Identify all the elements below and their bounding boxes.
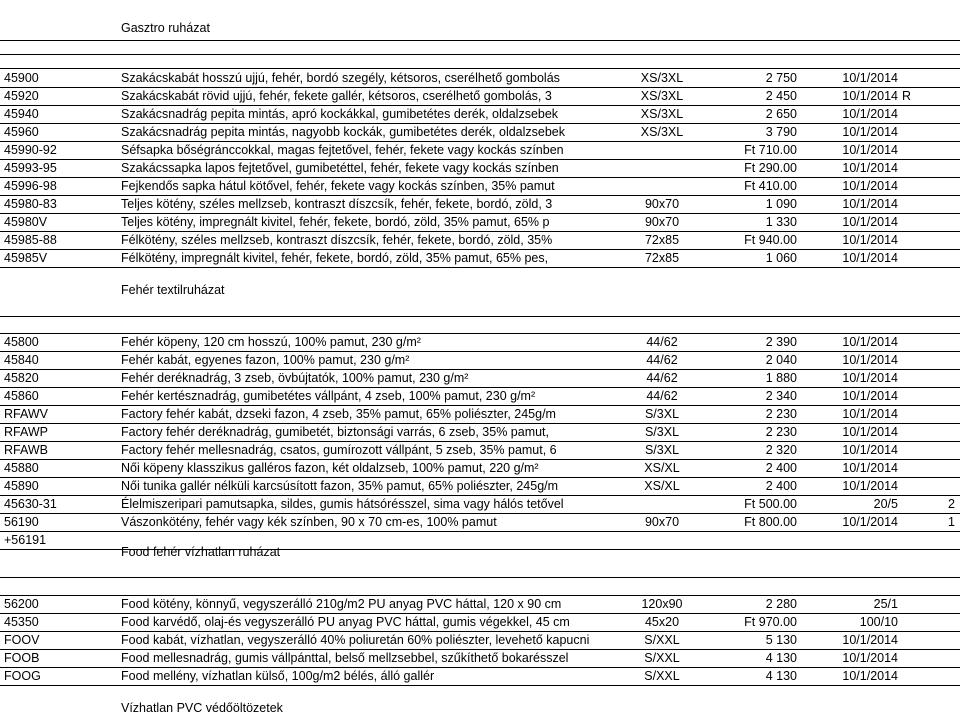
cell-description: Szakácsnadrág pepita mintás, apró kockákkal, gumibetétes derék, oldalzsebek	[121, 107, 559, 121]
cell-size: 72x85	[644, 251, 680, 265]
cell-price: Ft 800.00	[744, 515, 797, 529]
cell-price: 2 390	[765, 335, 797, 349]
table-row	[0, 250, 960, 268]
cell-code: 45940	[4, 107, 39, 121]
cell-extra	[902, 614, 960, 631]
table-row	[0, 424, 960, 442]
cell-price: 3 790	[765, 125, 797, 139]
table-row	[0, 106, 960, 124]
cell-price: Ft 710.00	[744, 143, 797, 157]
cell-extra: 1	[948, 515, 955, 529]
cell-price: 1 060	[765, 251, 797, 265]
cell-date: 10/1/2014	[842, 371, 898, 385]
cell-date: 10/1/2014	[842, 425, 898, 439]
cell-price: 1 090	[765, 197, 797, 211]
cell-size: XS/3XL	[640, 125, 684, 139]
cell-code: RFAWP	[4, 425, 48, 439]
table-row	[0, 142, 960, 160]
cell-description: Teljes kötény, impregnált kivitel, fehér, fekete, bordó, zöld, 35% pamut, 65% p	[121, 215, 550, 229]
cell-date	[800, 532, 898, 549]
cell-size: S/3XL	[644, 425, 680, 439]
cell-price: 4 130	[765, 669, 797, 683]
cell-extra	[902, 142, 960, 159]
cell-description: Vászonkötény, fehér vagy kék színben, 90 x 70 cm-es, 100% pamut	[121, 515, 497, 529]
cell-price: 5 130	[765, 633, 797, 647]
cell-size: 44/62	[646, 389, 678, 403]
cell-extra: 2	[948, 497, 955, 511]
cell-size	[596, 496, 728, 513]
cell-date: 10/1/2014	[842, 197, 898, 211]
cell-size: 90x70	[644, 215, 680, 229]
cell-extra	[902, 334, 960, 351]
cell-description: Factory fehér mellesnadrág, csatos, gumírozott vállpánt, 5 zseb, 35% pamut, 6	[121, 443, 557, 457]
cell-description: Élelmiszeripari pamutsapka, sildes, gumis hátsórésszel, sima vagy hálós tetővel	[121, 497, 564, 511]
cell-extra	[902, 650, 960, 667]
cell-code: RFAWB	[4, 443, 48, 457]
cell-code: +56191	[4, 533, 47, 547]
cell-extra	[902, 442, 960, 459]
cell-price: 2 040	[765, 353, 797, 367]
table-row	[0, 596, 960, 614]
cell-code: 45350	[4, 615, 39, 629]
table-row	[0, 160, 960, 178]
cell-code: 45880	[4, 461, 39, 475]
table-row	[0, 460, 960, 478]
cell-size	[596, 142, 728, 159]
section-title-food: Food fehér vízhatlan ruházat	[121, 545, 281, 559]
cell-code: 45993-95	[4, 161, 57, 175]
cell-description: Félkötény, impregnált kivitel, fehér, fekete, bordó, zöld, 35% pamut, 65% pes,	[121, 251, 549, 265]
table-row	[0, 650, 960, 668]
cell-price: 2 450	[765, 89, 797, 103]
cell-date: 10/1/2014	[842, 335, 898, 349]
cell-date: 10/1/2014	[842, 89, 898, 103]
cell-code: 45840	[4, 353, 39, 367]
cell-description: Fehér kabát, egyenes fazon, 100% pamut, 230 g/m²	[121, 353, 410, 367]
cell-extra	[902, 532, 960, 549]
table-row	[0, 196, 960, 214]
cell-description: Food mellesnadrág, gumis vállpánttal, belső mellzsebbel, szűkíthető bokarésszel	[121, 651, 569, 665]
cell-description: Női köpeny klasszikus galléros fazon, két oldalzseb, 100% pamut, 220 g/m²	[121, 461, 539, 475]
row-divider	[0, 54, 960, 55]
cell-size: 44/62	[646, 353, 678, 367]
cell-price: 2 750	[765, 71, 797, 85]
row-divider	[0, 316, 960, 317]
cell-date: 20/5	[873, 497, 898, 511]
cell-code: 45900	[4, 71, 39, 85]
cell-code: 45890	[4, 479, 39, 493]
cell-extra	[902, 632, 960, 649]
cell-code: 56190	[4, 515, 39, 529]
table-row	[0, 632, 960, 650]
cell-price: 1 330	[765, 215, 797, 229]
cell-price: 2 400	[765, 479, 797, 493]
cell-price: Ft 970.00	[744, 615, 797, 629]
row-divider	[0, 40, 960, 41]
cell-date: 10/1/2014	[842, 669, 898, 683]
cell-code: 45985-88	[4, 233, 57, 247]
cell-extra	[902, 478, 960, 495]
cell-extra	[902, 424, 960, 441]
table-row	[0, 70, 960, 88]
cell-code: FOOB	[4, 651, 40, 665]
cell-code: FOOG	[4, 669, 41, 683]
cell-price: 2 400	[765, 461, 797, 475]
cell-code: 45990-92	[4, 143, 57, 157]
cell-description: Séfsapka bőségránccokkal, magas fejtetővel, fehér, fekete vagy kockás színben	[121, 143, 564, 157]
cell-description: Food kabát, vízhatlan, vegyszerálló 40% poliuretán 60% poliészter, levehető kapucni	[121, 633, 590, 647]
cell-code: FOOV	[4, 633, 40, 647]
cell-size: 120x90	[641, 597, 683, 611]
cell-extra	[902, 352, 960, 369]
cell-size: S/3XL	[644, 443, 680, 457]
cell-extra	[902, 160, 960, 177]
cell-description: Factory fehér kabát, dzseki fazon, 4 zseb, 35% pamut, 65% poliészter, 245g/m	[121, 407, 556, 421]
cell-price: 2 650	[765, 107, 797, 121]
table-row	[0, 668, 960, 686]
table-row	[0, 614, 960, 632]
table-row	[0, 370, 960, 388]
cell-code: 45820	[4, 371, 39, 385]
cell-description: Félkötény, széles mellzseb, kontraszt díszcsík, fehér, fekete, bordó, zöld, 35%	[121, 233, 553, 247]
cell-size: S/XXL	[644, 651, 680, 665]
table-row	[0, 334, 960, 352]
cell-size	[596, 532, 728, 549]
cell-description: Teljes kötény, széles mellzseb, kontraszt díszcsík, fehér, fekete, bordó, zöld, 3	[121, 197, 553, 211]
cell-size: XS/XL	[644, 479, 680, 493]
section-title-pvc: Vízhatlan PVC védőöltözetek	[121, 701, 283, 715]
cell-date: 10/1/2014	[842, 353, 898, 367]
cell-description: Fehér köpeny, 120 cm hosszú, 100% pamut, 230 g/m²	[121, 335, 421, 349]
cell-date: 10/1/2014	[842, 233, 898, 247]
table-row	[0, 478, 960, 496]
cell-extra	[902, 250, 960, 267]
table-row	[0, 178, 960, 196]
cell-size: 45x20	[644, 615, 680, 629]
cell-price: 2 230	[765, 407, 797, 421]
cell-price: Ft 410.00	[744, 179, 797, 193]
cell-description: Factory fehér deréknadrág, gumibetét, biztonsági varrás, 6 zseb, 35% pamut,	[121, 425, 550, 439]
cell-price: 2 340	[765, 389, 797, 403]
cell-date: 10/1/2014	[842, 179, 898, 193]
cell-date: 10/1/2014	[842, 633, 898, 647]
table-row	[0, 232, 960, 250]
cell-code: 45860	[4, 389, 39, 403]
cell-date: 10/1/2014	[842, 389, 898, 403]
section-title-feher-textil: Fehér textilruházat	[121, 283, 225, 297]
cell-date: 10/1/2014	[842, 651, 898, 665]
cell-price	[730, 532, 797, 549]
cell-extra	[902, 70, 960, 87]
table-row	[0, 496, 960, 514]
cell-description: Női tunika gallér nélküli karcsúsított fazon, 35% pamut, 65% poliészter, 245g/m	[121, 479, 559, 493]
cell-date: 10/1/2014	[842, 143, 898, 157]
cell-size: 72x85	[644, 233, 680, 247]
cell-date: 10/1/2014	[842, 515, 898, 529]
cell-extra: R	[902, 89, 912, 103]
cell-code: 56200	[4, 597, 39, 611]
cell-date: 10/1/2014	[842, 407, 898, 421]
cell-extra	[902, 214, 960, 231]
cell-description: Fejkendős sapka hátul kötővel, fehér, fekete vagy kockás színben, 35% pamut	[121, 179, 555, 193]
cell-size: S/3XL	[644, 407, 680, 421]
cell-price: 2 280	[765, 597, 797, 611]
cell-description: Food mellény, vízhatlan külső, 100g/m2 bélés, álló gallér	[121, 669, 435, 683]
cell-date: 10/1/2014	[842, 107, 898, 121]
cell-price: 4 130	[765, 651, 797, 665]
cell-code: 45960	[4, 125, 39, 139]
cell-price: Ft 500.00	[744, 497, 797, 511]
cell-extra	[902, 460, 960, 477]
cell-code: 45980V	[4, 215, 48, 229]
cell-extra	[902, 178, 960, 195]
cell-size: S/XXL	[644, 633, 680, 647]
cell-size: 44/62	[646, 335, 678, 349]
cell-date: 10/1/2014	[842, 251, 898, 265]
cell-size: 44/62	[646, 371, 678, 385]
table-row	[0, 388, 960, 406]
cell-description: Szakácskabát hosszú ujjú, fehér, bordó szegély, kétsoros, cserélhető gombolás	[121, 71, 560, 85]
section-title-gasztro: Gasztro ruházat	[121, 21, 210, 35]
cell-code: 45800	[4, 335, 39, 349]
table-row	[0, 352, 960, 370]
cell-extra	[902, 668, 960, 685]
cell-date: 25/1	[873, 597, 898, 611]
cell-size: XS/3XL	[640, 89, 684, 103]
cell-description: Fehér kertésznadrág, gumibetétes vállpánt, 4 zseb, 100% pamut, 230 g/m²	[121, 389, 536, 403]
cell-extra	[902, 596, 960, 613]
cell-code: 45920	[4, 89, 39, 103]
cell-description: Fehér deréknadrág, 3 zseb, övbújtatók, 100% pamut, 230 g/m²	[121, 371, 469, 385]
cell-price: 2 320	[765, 443, 797, 457]
cell-description: Szakácskabát rövid ujjú, fehér, fekete gallér, kétsoros, cserélhető gombolás, 3	[121, 89, 552, 103]
cell-extra	[902, 406, 960, 423]
row-divider	[0, 577, 960, 578]
row-divider	[0, 68, 960, 69]
cell-code: 45996-98	[4, 179, 57, 193]
cell-description: Food karvédő, olaj-és vegyszerálló PU anyag PVC háttal, gumis végekkel, 45 cm	[121, 615, 570, 629]
cell-extra	[902, 370, 960, 387]
cell-size: XS/3XL	[640, 71, 684, 85]
table-row	[0, 124, 960, 142]
cell-date: 10/1/2014	[842, 71, 898, 85]
cell-price: Ft 940.00	[744, 233, 797, 247]
cell-size	[596, 178, 728, 195]
table-row	[0, 406, 960, 424]
cell-extra	[902, 106, 960, 123]
cell-extra	[902, 196, 960, 213]
cell-date: 10/1/2014	[842, 125, 898, 139]
cell-date: 100/10	[859, 615, 898, 629]
cell-description: Szakácssapka lapos fejtetővel, gumibetéttel, fehér, fekete vagy kockás színben	[121, 161, 559, 175]
cell-code: 45980-83	[4, 197, 57, 211]
cell-date: 10/1/2014	[842, 443, 898, 457]
cell-price: 2 230	[765, 425, 797, 439]
cell-code: 45630-31	[4, 497, 57, 511]
cell-date: 10/1/2014	[842, 215, 898, 229]
cell-price: Ft 290.00	[744, 161, 797, 175]
cell-description: Food kötény, könnyű, vegyszerálló 210g/m2 PU anyag PVC háttal, 120 x 90 cm	[121, 597, 562, 611]
cell-size: 90x70	[644, 197, 680, 211]
cell-date: 10/1/2014	[842, 461, 898, 475]
cell-extra	[902, 388, 960, 405]
table-row	[0, 514, 960, 532]
cell-code: 45985V	[4, 251, 48, 265]
cell-size: S/XXL	[644, 669, 680, 683]
table-row	[0, 442, 960, 460]
table-row	[0, 88, 960, 106]
cell-date: 10/1/2014	[842, 161, 898, 175]
cell-price: 1 880	[765, 371, 797, 385]
table-row	[0, 214, 960, 232]
cell-date: 10/1/2014	[842, 479, 898, 493]
cell-extra	[902, 232, 960, 249]
cell-size: XS/3XL	[640, 107, 684, 121]
cell-code: RFAWV	[4, 407, 48, 421]
cell-extra	[902, 124, 960, 141]
cell-size: XS/XL	[644, 461, 680, 475]
cell-size: 90x70	[644, 515, 680, 529]
cell-description: Szakácsnadrág pepita mintás, nagyobb kockák, gumibetétes derék, oldalzsebek	[121, 125, 566, 139]
cell-size	[596, 160, 728, 177]
